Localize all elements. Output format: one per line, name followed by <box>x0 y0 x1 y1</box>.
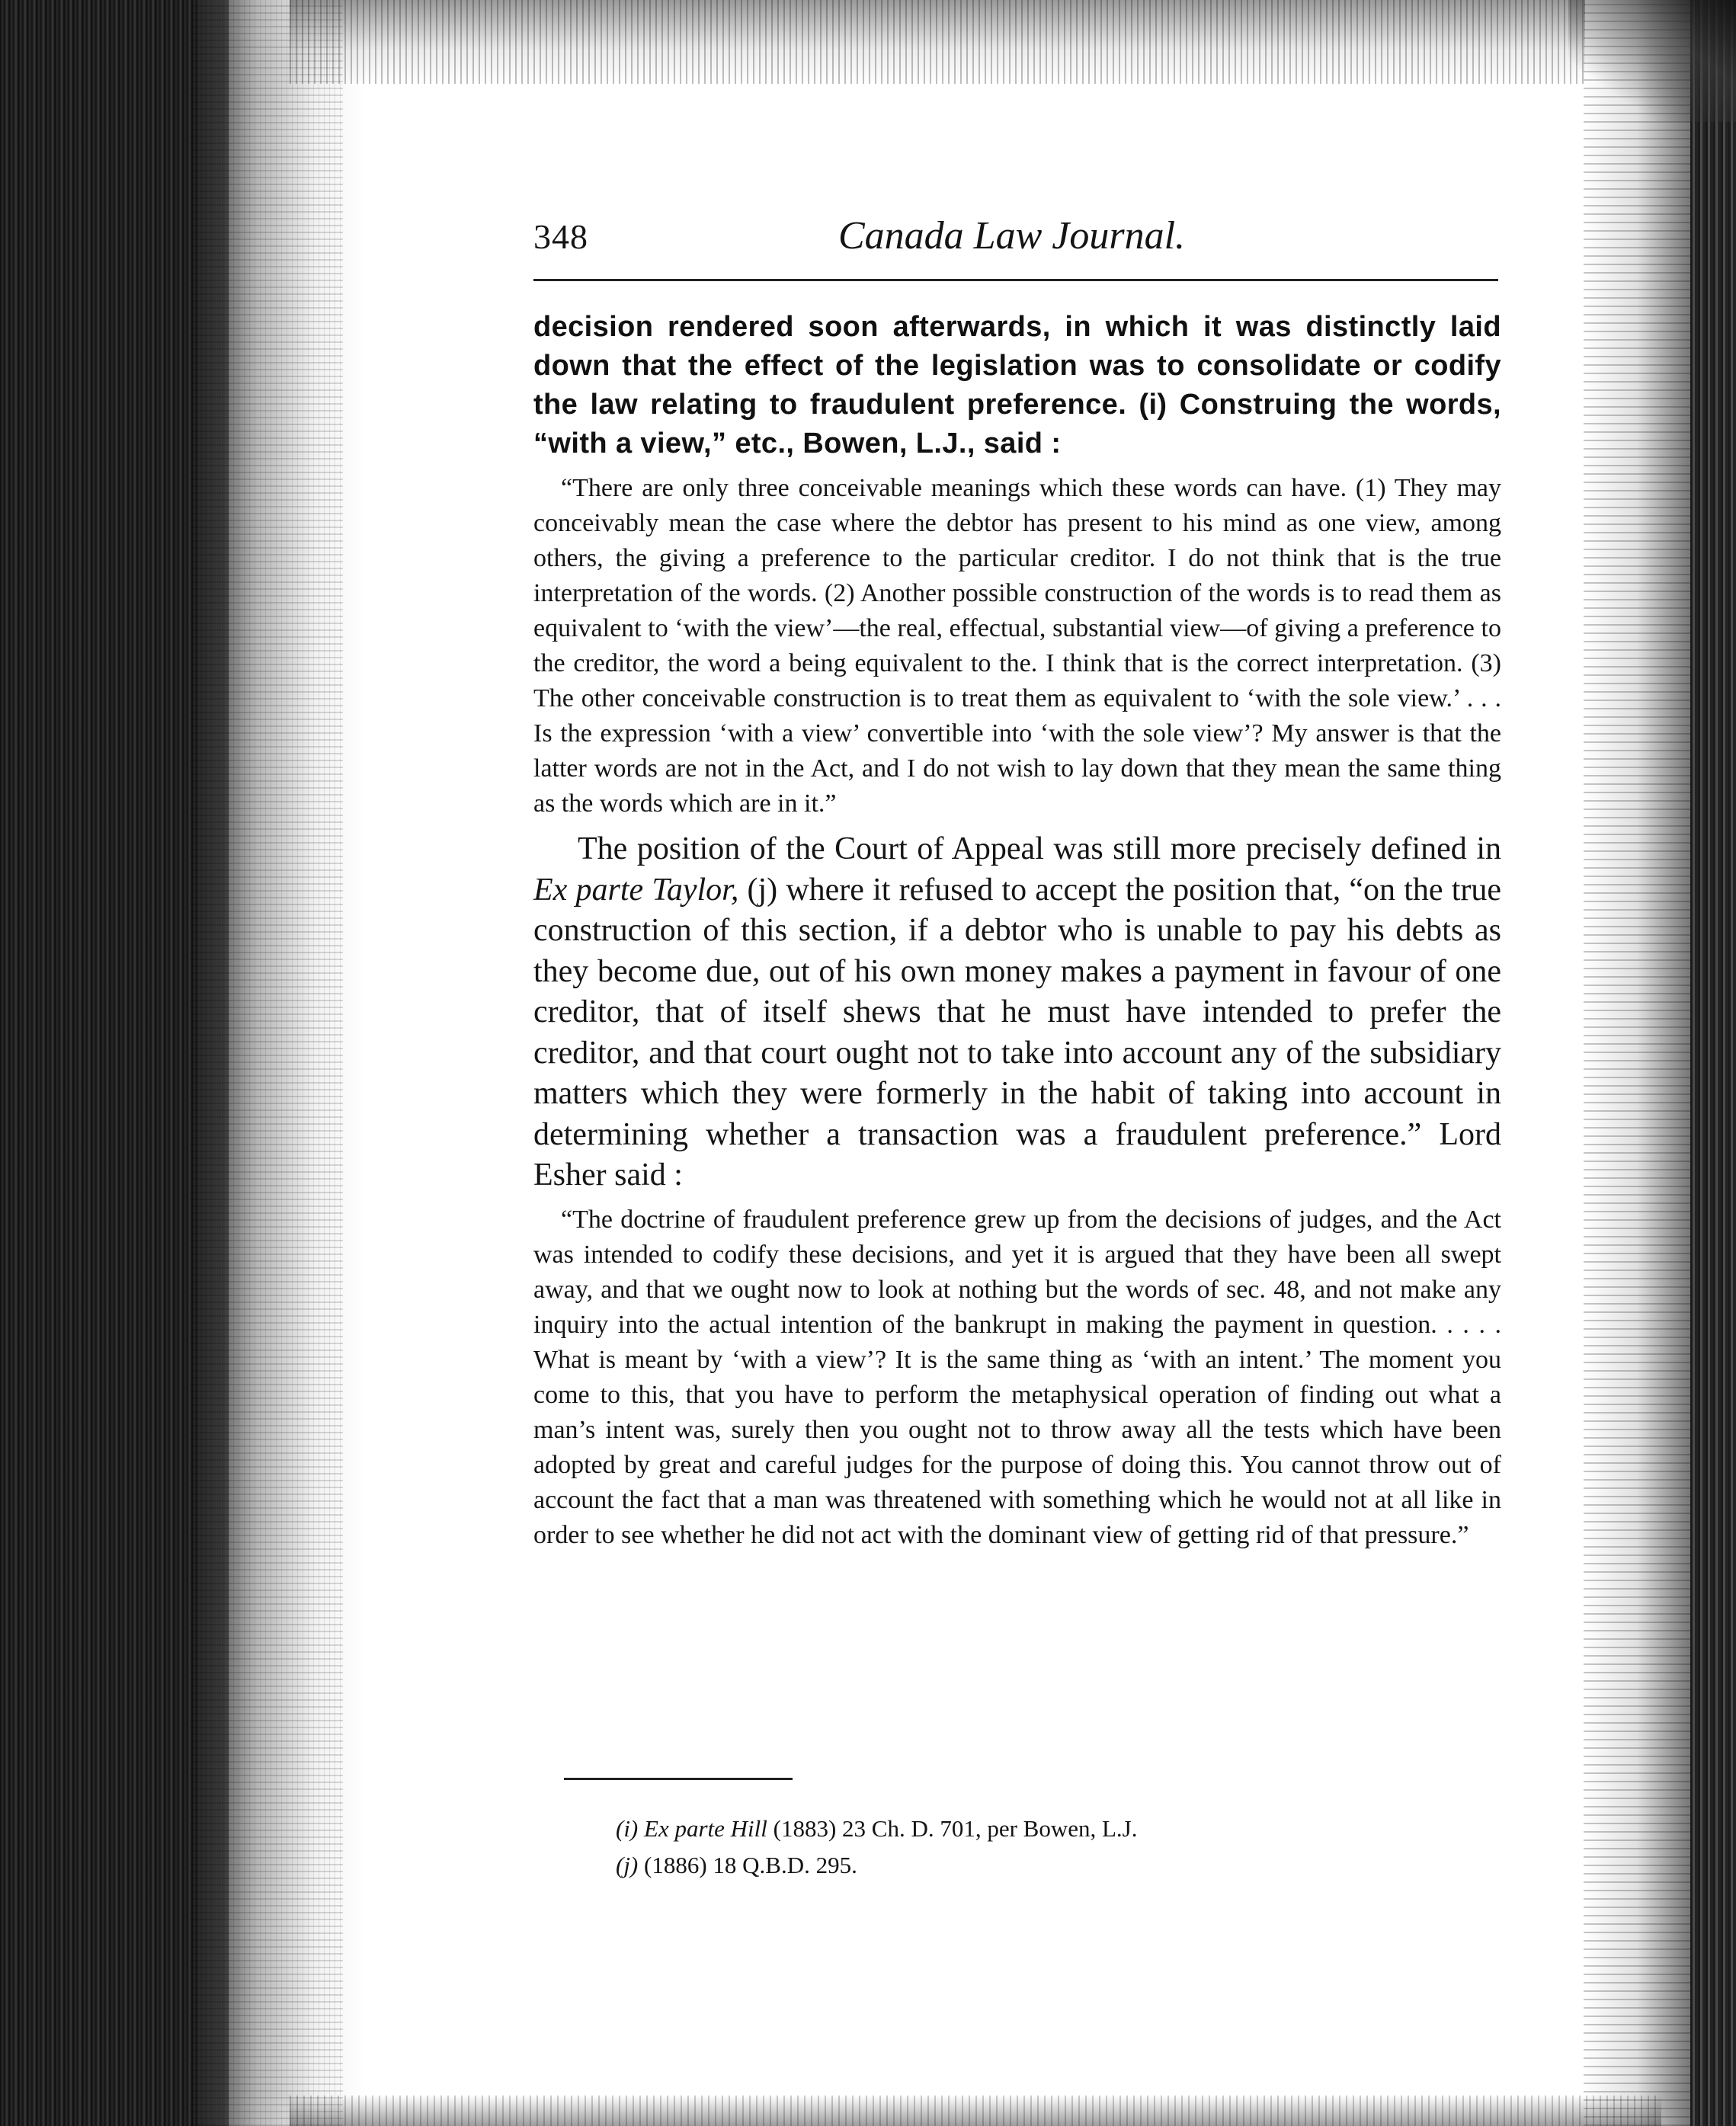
header-rule <box>533 279 1498 281</box>
quote-bowen: “There are only three conceivable meanings which these words can have. (1) They may conceivably mean the case where the debtor has present to his mind as one view, among others, the giving a preference to the particular creditor. I do not think that is the true interpretation of the words. (2) Another possible construction of the words is to read them as equivalent to ‘with the view’—the real, effectual, substantial view—of giving a preference to the creditor, the word a being equivalent to the. I think that is the correct interpretation. (3) The other conceivable construction is to treat them as equivalent to ‘with the sole view.’ . . . Is the expression ‘with a view’ convertible into ‘with the sole view’? My answer is that the latter words are not in the Act, and I do not wish to lay down that they mean the same thing as the words which are in it.” <box>533 474 1501 818</box>
footnote-i <box>616 1811 1454 1847</box>
scan-speckle-top <box>290 0 1585 84</box>
footnote-j-citation: (1886) 18 Q.B.D. 295. <box>644 1852 857 1878</box>
footnote-i-case: Ex parte Hill <box>644 1815 767 1842</box>
journal-title: Canada Law Journal. <box>838 214 1186 258</box>
paragraph-court-of-appeal-start: The position of the Court of Appeal was still more precisely defined in <box>578 831 1501 866</box>
scan-speckle-right <box>1584 0 1690 2126</box>
journal-page <box>533 206 1509 1549</box>
scan-speckle-bottom <box>290 2096 1661 2126</box>
quote-lord-esher: “The doctrine of fraudulent preference grew up from the decisions of judges, and the Act was intended to codify these decisions, and yet it is argued that they have been all swept away, and that we ought now to look at nothing but the words of sec. 48, and not make any inquiry into the actual intention of the bankrupt in making the payment in question. . . . . What is meant by ‘with a view’? It is the same thing as ‘with an intent.’ The moment you come to this, that you have to perform the metaphysical operation of finding out what a man’s intent was, surely then you ought not to throw away all the tests which have been adopted by great and careful judges for the purpose of doing this. You cannot throw out of account the fact that a man was threatened with something which he would not at all like in order to see whether he did not act with the dominant view of getting rid of that pressure.” <box>533 1205 1501 1549</box>
paragraph-court-of-appeal <box>533 829 1501 1196</box>
footnote-j <box>616 1847 1454 1884</box>
scan-speckle-left <box>191 0 343 2126</box>
case-name-ex-parte-taylor: Ex parte Taylor, <box>533 872 739 908</box>
scan-dark-corner <box>1568 0 1736 122</box>
paragraph-court-of-appeal-rest: (j) where it refused to accept the position that, “on the true construction of this section, if a debtor who is unable to pay his debts as they become due, out of his own money makes a payment in favour of one creditor, that of itself shews that he must have intended to prefer the creditor, and that court ought not to take into account any of the subsidiary matters which they were formerly in the habit of taking into account in determining whether a transaction was a fraudulent preference.” Lord Esher said : <box>533 872 1501 1193</box>
running-head <box>533 206 1509 274</box>
footnote-j-mark: (j) <box>616 1852 639 1878</box>
paragraph-opening: decision rendered soon afterwards, in which it was distinctly laid down that the effect of the legislation was to consolidate or codify the law relating to fraudulent preference. (i) Construing the words, “with a view,” etc., Bowen, L.J., said : <box>533 311 1501 459</box>
scan-dark-right-margin <box>1690 0 1736 2126</box>
footnotes <box>616 1811 1454 1884</box>
article-body <box>533 308 1501 1553</box>
footnote-rule <box>564 1778 793 1780</box>
footnote-i-citation: (1883) 23 Ch. D. 701, per Bowen, L.J. <box>773 1815 1138 1842</box>
footnote-i-mark: (i) <box>616 1815 639 1842</box>
page-number: 348 <box>533 217 588 256</box>
